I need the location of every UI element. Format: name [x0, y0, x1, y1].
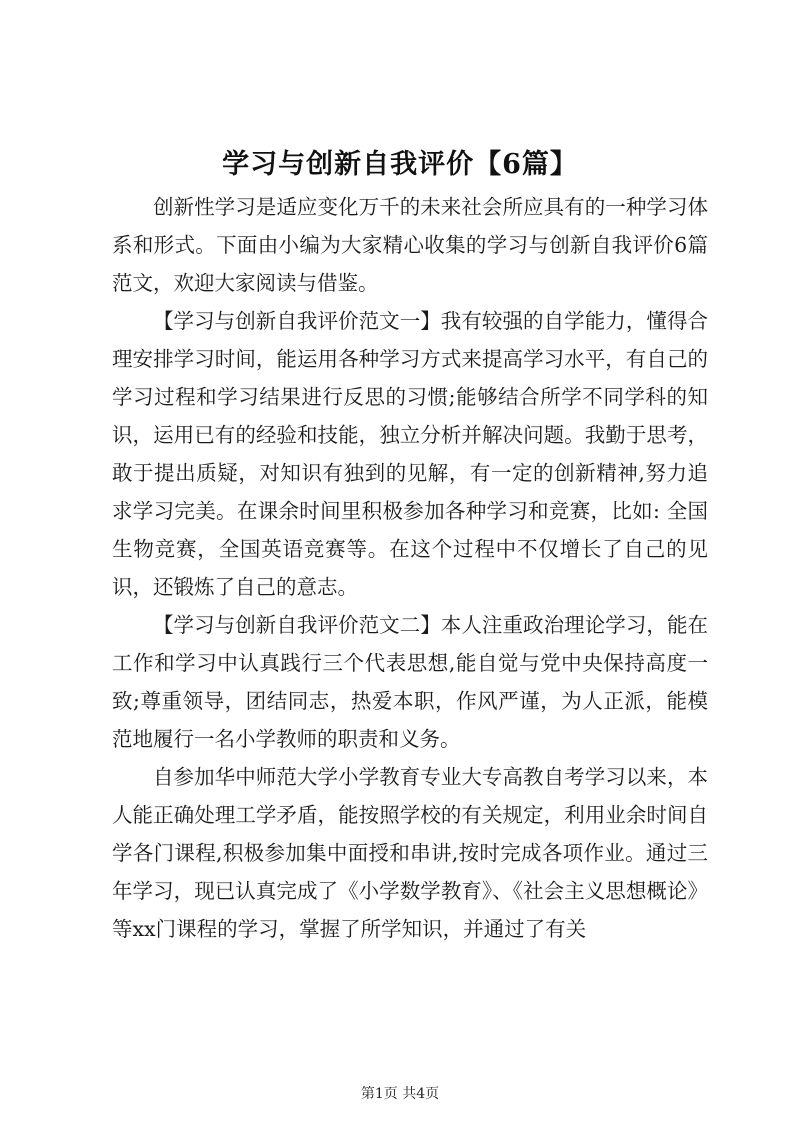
paragraph-essay-2: 【学习与创新自我评价范文二】本人注重政治理论学习，能在工作和学习中认真践行三个代表思想,能自觉与党中央保持高度一致;尊重领导，团结同志，热爱本职，作风严谨，为人正派，能模范地履行一名小学教师的职责和义务。 — [112, 613, 708, 751]
document-body — [112, 188, 708, 948]
page-number-footer: 第1页 共4页 — [360, 1086, 440, 1102]
paragraph-essay-2-continued: 自参加华中师范大学小学教育专业大专高教自考学习以来，本人能正确处理工学矛盾，能按照学校的有关规定，利用业余时间自学各门课程,积极参加集中面授和串讲,按时完成各项作业。通过三年学习，现已认真完成了《小学数学教育》、《社会主义思想概论》等xx门课程的学习，掌握了所学知识，并通过了有关 — [112, 765, 708, 941]
paragraph-essay-1: 【学习与创新自我评价范文一】我有较强的自学能力，懂得合理安排学习时间，能运用各种学习方式来提高学习水平，有自己的学习过程和学习结果进行反思的习惯;能够结合所学不同学科的知识，运用已有的经验和技能，独立分析并解决问题。我勤于思考，敢于提出质疑，对知识有独到的见解，有一定的创新精神,努力追求学习完美。在课余时间里积极参加各种学习和竞赛，比如: 全国生物竞赛，全国英语竞赛等。在这个过程中不仅增长了自己的见识，还锻炼了自己的意志。 — [112, 309, 708, 599]
paragraph-intro: 创新性学习是适应变化万千的未来社会所应具有的一种学习体系和形式。下面由小编为大家精心收集的学习与创新自我评价6篇范文，欢迎大家阅读与借鉴。 — [112, 195, 708, 295]
page-title: 学习与创新自我评价【6篇】 — [222, 149, 578, 180]
